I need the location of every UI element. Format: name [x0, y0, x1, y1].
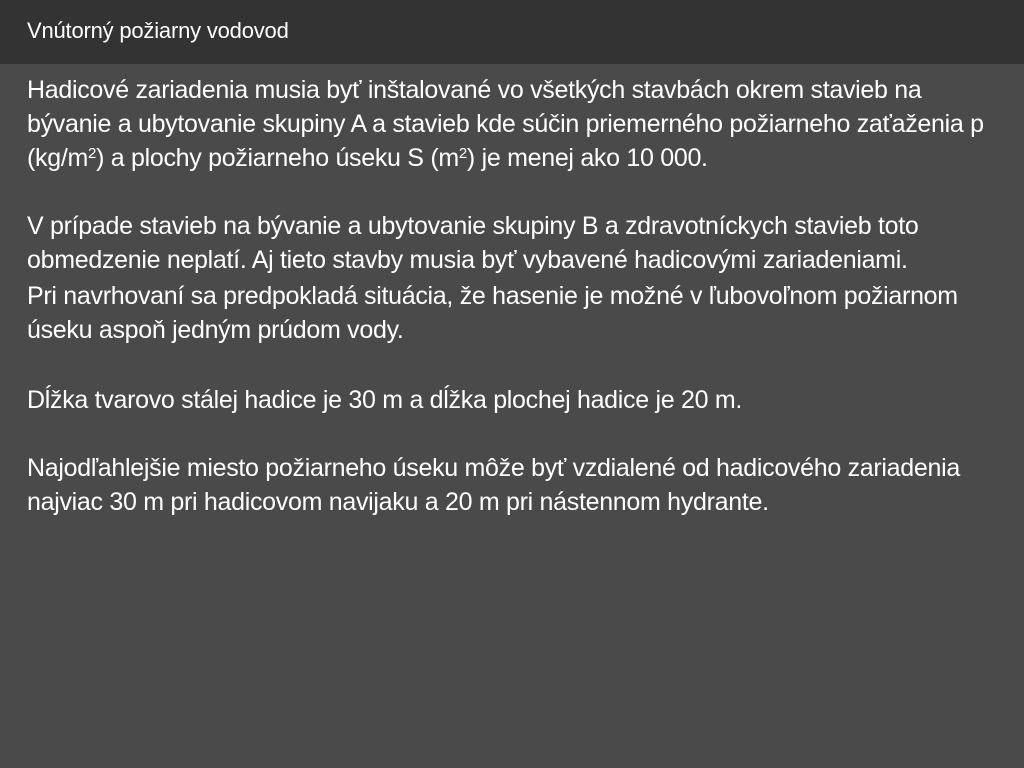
paragraph-text-a: Hadicové zariadenia musia byť inštalované vo všetkých stavbách okrem stavieb na bývanie a ubytovanie skupiny A a stavieb kde súčin priemerného požiarneho zaťaženia p (kg/m — [27, 76, 984, 172]
paragraph-hose-length: Dĺžka tvarovo stálej hadice je 30 m a dĺžka plochej hadice je 20 m. — [27, 386, 743, 414]
slide-title: Vnútorný požiarny vodovod — [27, 18, 289, 43]
title-bar — [0, 0, 1024, 64]
paragraph-hose-installation — [27, 73, 1012, 175]
superscript-2-b: 2 — [458, 144, 467, 162]
paragraph-design-assumption: Pri navrhovaní sa predpokladá situácia, že hasenie je možné v ľubovoľnom požiarnom úseku aspoň jedným prúdom vody. — [27, 282, 958, 344]
slide-content — [27, 73, 1012, 519]
paragraph-max-distance: Najodľahlejšie miesto požiarneho úseku môže byť vzdialené od hadicového zariadenia najviac 30 m pri hadicovom navijaku a 20 m pri nástennom hydrante. — [27, 454, 960, 516]
paragraph-group-b-exception: V prípade stavieb na bývanie a ubytovanie skupiny B a zdravotníckych stavieb toto obmedzenie neplatí. Aj tieto stavby musia byť vybavené hadicovými zariadeniami. — [27, 212, 919, 274]
paragraph-text-b: ) a plochy požiarneho úseku S (m — [96, 144, 459, 172]
paragraph-text-c: ) je menej ako 10 000. — [466, 144, 708, 172]
superscript-2-a: 2 — [88, 144, 97, 162]
